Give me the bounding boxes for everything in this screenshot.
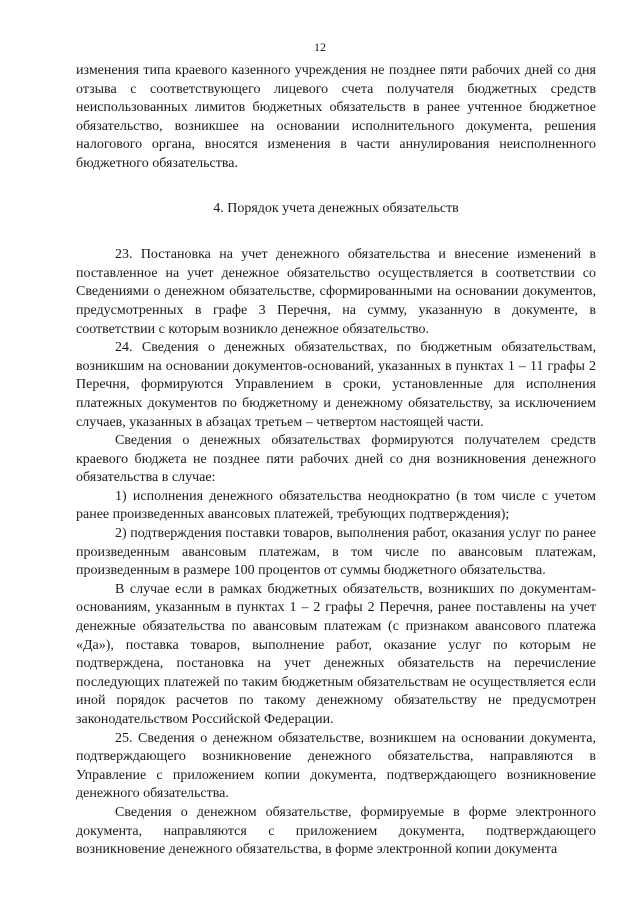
paragraph-advance-payments: В случае если в рамках бюджетных обязательств, возникших по документам-основаниям, указанным в пунктах 1 – 2 графы 2 Перечня, ранее поставлены на учет денежные обязательства по авансовым платежам (с признаком авансового платежа «Да»), поставка товаров, выполнение работ, оказание услуг по которым не подтверждена, постановка на учет денежных обязательств на перечисление последующих платежей по таким бюджетным обязательствам не осуществляется если иной порядок расчетов по такому денежному обязательству не предусмотрен законодательством Российской Федерации. [76,581,596,727]
list-item-2: 2) подтверждения поставки товаров, выполнения работ, оказания услуг по ранее произведенным авансовым платежам, в том числе по авансовым платежам, произведенным в размере 100 процентов от суммы бюджетного обязательства. [76,526,596,579]
paragraph-25-electronic: Сведения о денежном обязательстве, формируемые в форме электронного документа, направляются с приложением документа, подтверждающего возникновение денежного обязательства, в форме электронной копии документа [76,804,596,858]
continuation-paragraph: изменения типа краевого казенного учреждения не позднее пяти рабочих дней со дня отзыва с соответствующего лицевого счета получателя бюджетных средств неиспользованных лимитов бюджетных обязательств в ранее учтенное бюджетное обязательство, возникшее на основании исполнительного документа, решения налогового органа, вносятся изменения в части аннулирования неисполненного бюджетного обязательства. [76,63,596,171]
paragraph-25: 25. Сведения о денежном обязательстве, возникшем на основании документа, подтверждающего возникновение денежного обязательства, направляются в Управление с приложением копии документа, подтверждающего возникновение денежного обязательства. [76,730,596,802]
page-number: 12 [314,40,326,54]
paragraph-24-cases-intro: Сведения о денежных обязательствах формируются получателем средств краевого бюджета не позднее пяти рабочих дней со дня возникновения денежного обязательства в случае: [76,433,596,486]
page-content [76,62,596,860]
list-item-1: 1) исполнения денежного обязательства неоднократно (в том числе с учетом ранее произведенных авансовых платежей, требующих подтверждения); [76,488,596,523]
paragraph-24: 24. Сведения о денежных обязательствах, по бюджетным обязательствам, возникшим на основании документов-оснований, указанных в пунктах 1 – 11 графы 2 Перечня, формируются Управлением в сроки, установленные для исполнения платежных документов по бюджетному и денежному обязательству, за исключением случаев, указанных в абзацах третьем – четвертом настоящей части. [76,340,596,430]
section-heading: 4. Порядок учета денежных обязательств [213,200,459,216]
paragraph-23: 23. Постановка на учет денежного обязательства и внесение изменений в поставленное на учет денежное обязательство осуществляется в соответствии со Сведениями о денежном обязательстве, сформированными на основании документов, предусмотренных в графе 3 Перечня, на сумму, указанную в документе, в соответствии с которым возникло денежное обязательство. [76,247,596,337]
